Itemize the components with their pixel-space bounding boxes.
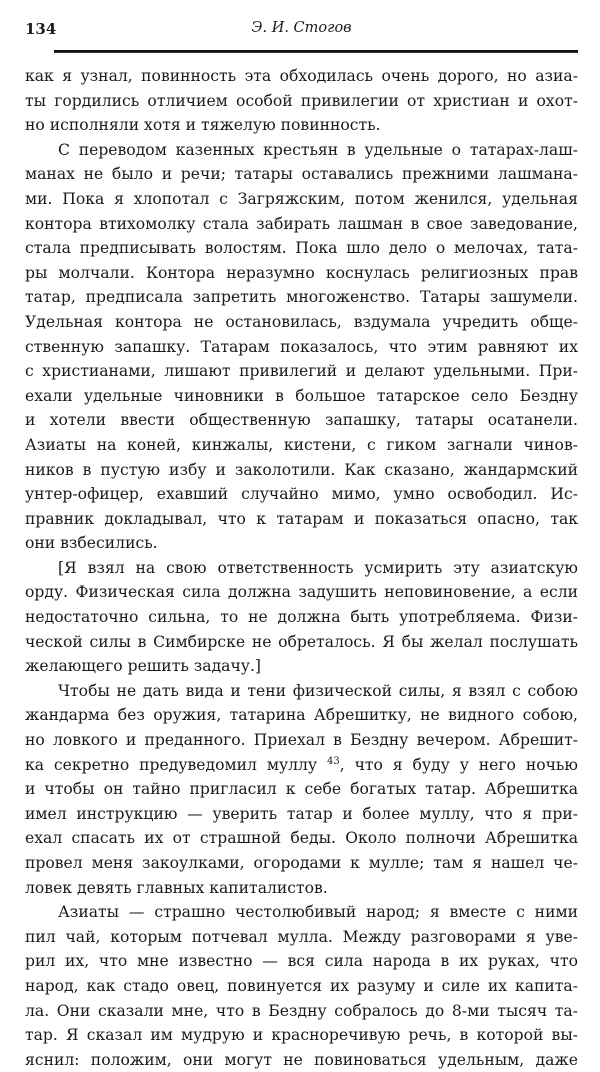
text-line: ехал спасать их от страшной беды. Около полночи Абрешитка xyxy=(25,829,578,848)
text-line: С переводом казенных крестьян в удельные о татарах-лаш- xyxy=(58,140,578,159)
page-header xyxy=(25,0,578,48)
text-line: народ, как стадо овец, повинуется их разуму и силе их капита- xyxy=(25,976,578,995)
page-number: 134 xyxy=(25,20,57,38)
text-line: с христианами, лишают привилегий и делают удельными. При- xyxy=(25,362,578,381)
text-line: стала предписывать волостям. Пока шло дело о мелочах, тата- xyxy=(25,239,578,258)
header-rule xyxy=(54,50,578,53)
text-line: ры молчали. Контора неразумно коснулась религиозных прав xyxy=(25,263,578,282)
paragraph xyxy=(25,64,578,138)
text-line: ловек девять главных капиталистов. xyxy=(25,878,328,897)
text-line: ственную запашку. Татарам показалось, что этим равняют их xyxy=(25,337,578,356)
text-line: Удельная контора не остановилась, вздумала учредить обще- xyxy=(25,312,578,331)
text-line: и хотели ввести общественную запашку, татары осатанели. xyxy=(25,411,578,430)
text-line: недостаточно сильна, то не должна быть употребляема. Физи- xyxy=(25,608,578,627)
paragraph xyxy=(25,679,578,900)
text-line: рил их, что мне известно — вся сила народа в их руках, что xyxy=(25,952,578,971)
text-line: и чтобы он тайно пригласил к себе богатых татар. Абрешитка xyxy=(25,780,578,799)
text-line: ехали удельные чиновники в большое татарское село Бездну xyxy=(25,386,578,405)
text-line: ческой силы в Симбирске не обреталось. Я бы желал послушать xyxy=(25,632,578,651)
text-line: яснил: положим, они могут не повиноваться удельным, даже xyxy=(25,1050,578,1069)
text-line: манах не было и речи; татары оставались прежними лашмана- xyxy=(25,165,578,184)
text-line: как я узнал, повинность эта обходилась очень дорого, но азиа- xyxy=(25,67,578,85)
text-line: правник докладывал, что к татарам и показаться опасно, так xyxy=(25,509,578,528)
text-line: пил чай, которым потчевал мулла. Между разговорами я уве- xyxy=(25,927,578,946)
paragraph xyxy=(25,138,578,556)
text-line: ников в пустую избу и заколотили. Как сказано, жандармский xyxy=(25,460,578,479)
text-line: татар, предписала запретить многоженство. Татары зашумели. xyxy=(25,288,578,307)
text-line: [Я взял на свою ответственность усмирить эту азиатскую xyxy=(58,558,578,577)
text-line: они взбесились. xyxy=(25,534,158,553)
text-line: тар. Я сказал им мудрую и красноречивую речь, в которой вы- xyxy=(25,1026,578,1045)
text-line: орду. Физическая сила должна задушить неповиновение, а если xyxy=(25,583,578,602)
text-line: унтер-офицер, ехавший случайно мимо, умно освободил. Ис- xyxy=(25,485,578,504)
text-line: Азиаты на коней, кинжалы, кистени, с гиком загнали чинов- xyxy=(25,435,578,454)
text-line: Азиаты — страшно честолюбивый народ; я вместе с ними xyxy=(58,903,578,922)
paragraph xyxy=(25,900,578,1072)
text-line: имел инструкцию — уверить татар и более муллу, что я при- xyxy=(25,804,578,823)
text-line: но исполняли хотя и тяжелую повинность. xyxy=(25,116,381,135)
text-line: Чтобы не дать вида и тени физической силы, я взял с собою xyxy=(58,681,578,700)
text-line: ла. Они сказали мне, что в Бездну собралось до 8-ми тысяч та- xyxy=(25,1001,578,1020)
text-line: ты гордились отличием особой привилегии от христиан и охот- xyxy=(25,91,578,110)
book-page xyxy=(25,0,578,1069)
text-line: провел меня закоулками, огородами к мулле; там я нашел че- xyxy=(25,854,578,872)
text-line: контора втихомолку стала забирать лашман в свое заведование, xyxy=(25,214,578,233)
page-body xyxy=(25,64,578,1072)
text-segment: , что я буду у него ночью xyxy=(339,755,578,774)
text-segment: ка секретно предуведомил муллу xyxy=(25,755,318,774)
paragraph-bracketed xyxy=(25,556,578,679)
running-title: Э. И. Стогов xyxy=(251,20,352,36)
text-line: жандарма без оружия, татарина Абрешитку, не видного собою, xyxy=(25,706,578,725)
text-line: ми. Пока я хлопотал с Загряжским, потом женился, удельная xyxy=(25,189,578,208)
text-line-with-footnote xyxy=(25,753,578,778)
text-line: но ловкого и преданного. Приехал в Бездну вечером. Абрешит- xyxy=(25,731,578,750)
footnote-marker[interactable]: 43 xyxy=(327,755,340,767)
text-line: желающего решить задачу.] xyxy=(25,657,261,676)
